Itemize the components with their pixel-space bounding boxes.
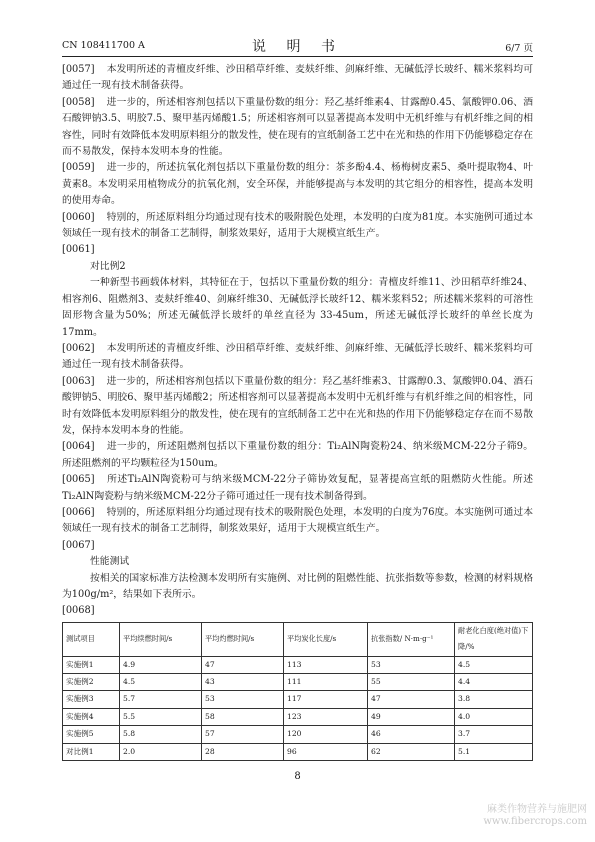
table-cell: 4.9 — [120, 656, 202, 673]
table-cell: 117 — [284, 691, 368, 708]
table-cell: 57 — [202, 726, 284, 743]
table-cell: 3.7 — [455, 726, 533, 743]
table-row — [63, 656, 533, 673]
table-row — [63, 691, 533, 708]
table-cell: 43 — [202, 674, 284, 691]
table-row — [63, 674, 533, 691]
table-cell: 58 — [202, 708, 284, 725]
table-cell: 62 — [368, 743, 455, 760]
table-cell: 4.5 — [455, 656, 533, 673]
results-table — [62, 622, 533, 761]
paragraph-0067: [0067] — [62, 539, 95, 551]
paragraph-performance-test: 按相关的国家标准方法检测本发明所有实施例、对比例的阻燃性能、抗张指数等参数，检测的材料规格为100g/m²，结果如下表所示。 — [62, 572, 533, 600]
table-cell: 49 — [368, 708, 455, 725]
paragraph-0057: [0057] 本发明所述的青檀皮纤维、沙田稻草纤维、麦麸纤维、剑麻纤维、无碱低浮长玻纤、糯米浆料均可通过任一现有技术制备获得。 — [62, 64, 533, 92]
table-cell: 实施例2 — [63, 674, 120, 691]
table-header-row — [63, 622, 533, 656]
paragraph-0059: [0059] 进一步的，所述抗氧化剂包括以下重量份数的组分：茶多酚4.4、杨梅树皮素5、桑叶提取物4、叶黄素8。本发明采用植物成分的抗氧化剂，安全环保，并能够提高与本发明的其它组分的相容性，提高本发明的使用寿命。 — [62, 162, 533, 207]
page-number: 8 — [294, 771, 301, 782]
table-cell: 实施例4 — [63, 708, 120, 725]
table-cell: 53 — [368, 656, 455, 673]
table-cell: 5.5 — [120, 708, 202, 725]
table-cell: 4.4 — [455, 674, 533, 691]
table-cell: 实施例1 — [63, 656, 120, 673]
watermark-line-1: 麻类作物营养与施肥网 — [487, 804, 587, 815]
table-cell: 实施例3 — [63, 691, 120, 708]
paragraph-0061: [0061] — [62, 244, 95, 256]
table-cell: 53 — [202, 691, 284, 708]
table-cell: 5.1 — [455, 743, 533, 760]
header-divider — [62, 56, 533, 57]
page-header — [62, 36, 533, 54]
table-cell: 3.8 — [455, 691, 533, 708]
table-row — [63, 708, 533, 725]
table-cell: 5.7 — [120, 691, 202, 708]
table-cell: 2.0 — [120, 743, 202, 760]
table-cell: 111 — [284, 674, 368, 691]
table-header-cell: 耐老化白度(绝对值)下降/% — [455, 622, 533, 656]
table-header-cell: 平均灼燃时间/s — [202, 622, 284, 656]
table-cell: 123 — [284, 708, 368, 725]
table-cell: 4.5 — [120, 674, 202, 691]
document-body — [62, 62, 533, 761]
table-cell: 55 — [368, 674, 455, 691]
table-row — [63, 726, 533, 743]
table-cell: 对比例1 — [63, 743, 120, 760]
doc-title: 说 明 书 — [252, 39, 343, 55]
paragraph-0058: [0058] 进一步的，所述相容剂包括以下重量份数的组分：羟乙基纤维素4、甘露醇0.45、氯酸钾0.06、酒石酸钾钠3.5、明胶7.5、聚甲基丙烯酸1.5；所述相容剂可以显著提高本发明中无机纤维与有机纤维之间的相容性，同时有效降低本发明原料组分的散发性，使在现有的宣纸制备工艺中在光和热的作用下仍能够稳定存在而不易散发，保持本发明本身的性能。 — [62, 96, 533, 158]
watermark — [483, 804, 587, 828]
heading-comparison-2: 对比例2 — [90, 260, 126, 272]
table-header-cell: 平均续燃时间/s — [120, 622, 202, 656]
paragraph-0063: [0063] 进一步的，所述相容剂包括以下重量份数的组分：羟乙基纤维素3、甘露醇0.3、氯酸钾0.04、酒石酸钾钠5、明胶6、聚甲基丙烯酸2；所述相容剂可以显著提高本发明中无机纤维与有机纤维之间的相容性，同时有效降低本发明原料组分的散发性，使在现有的宣纸制备工艺中在光和热的作用下仍能够稳定存在而不易散发，保持本发明本身的性能。 — [62, 375, 533, 436]
table-cell: 47 — [202, 656, 284, 673]
paragraph-0065: [0065] 所述Ti₂AlN陶瓷粉可与纳米级MCM-22分子筛协效复配，显著提高宣纸的阻燃防火性能。所述Ti₂AlN陶瓷粉与纳米级MCM-22分子筛可通过任一现有技术制备得到。 — [62, 474, 533, 502]
paragraph-0064: [0064] 进一步的，所述阻燃剂包括以下重量份数的组分：Ti₂AlN陶瓷粉24、纳米级MCM-22分子筛9。所述阻燃剂的平均颗粒径为150um。 — [62, 441, 533, 469]
table-cell: 47 — [368, 691, 455, 708]
table-cell: 实施例5 — [63, 726, 120, 743]
doc-number: CN 108411700 A — [62, 40, 145, 51]
table-header-cell: 抗张指数/ N·m·g⁻¹ — [368, 622, 455, 656]
table-cell: 4.0 — [455, 708, 533, 725]
table-cell: 96 — [284, 743, 368, 760]
table-header-cell: 测试项目 — [63, 622, 120, 656]
paragraph-0068: [0068] — [62, 605, 95, 617]
table-header-cell: 平均炭化长度/s — [284, 622, 368, 656]
paragraph-0060: [0060] 特别的，所述原料组分均通过现有技术的吸附脱色处理，本发明的白度为81度。本实施例可通过本领域任一现有技术的制备工艺制得，制浆效果好，适用于大规模宣纸生产。 — [62, 211, 533, 240]
page-indicator: 6/7 页 — [505, 43, 533, 54]
paragraph-comparison-2: 一种新型书画载体材料，其特征在于，包括以下重量份数的组分：青檀皮纤维11、沙田稻草纤维24、相容剂6、阻燃剂3、麦麸纤维40、剑麻纤维30、无碱低浮长玻纤12、糯米浆料52；所述糯米浆料的可溶性固形物含量为50%；所述无碱低浮长玻纤的单丝直径为 33-45um，所述无碱低浮长玻纤的单丝长度为17mm。 — [62, 277, 533, 338]
watermark-line-2: www.fibercrops.com — [483, 816, 587, 827]
paragraph-0062: [0062] 本发明所述的青檀皮纤维、沙田稻草纤维、麦麸纤维、剑麻纤维、无碱低浮长玻纤、糯米浆料均可通过任一现有技术制备获得。 — [62, 342, 533, 371]
heading-performance-test: 性能测试 — [90, 556, 130, 568]
table-cell: 46 — [368, 726, 455, 743]
table-cell: 113 — [284, 656, 368, 673]
table-cell: 28 — [202, 743, 284, 760]
table-row — [63, 743, 533, 760]
paragraph-0066: [0066] 特别的，所述原料组分均通过现有技术的吸附脱色处理，本发明的白度为76度。本实施例可通过本领域任一现有技术的制备工艺制得，制浆效果好，适用于大规模宣纸生产。 — [62, 506, 533, 535]
table-cell: 120 — [284, 726, 368, 743]
table-cell: 5.8 — [120, 726, 202, 743]
